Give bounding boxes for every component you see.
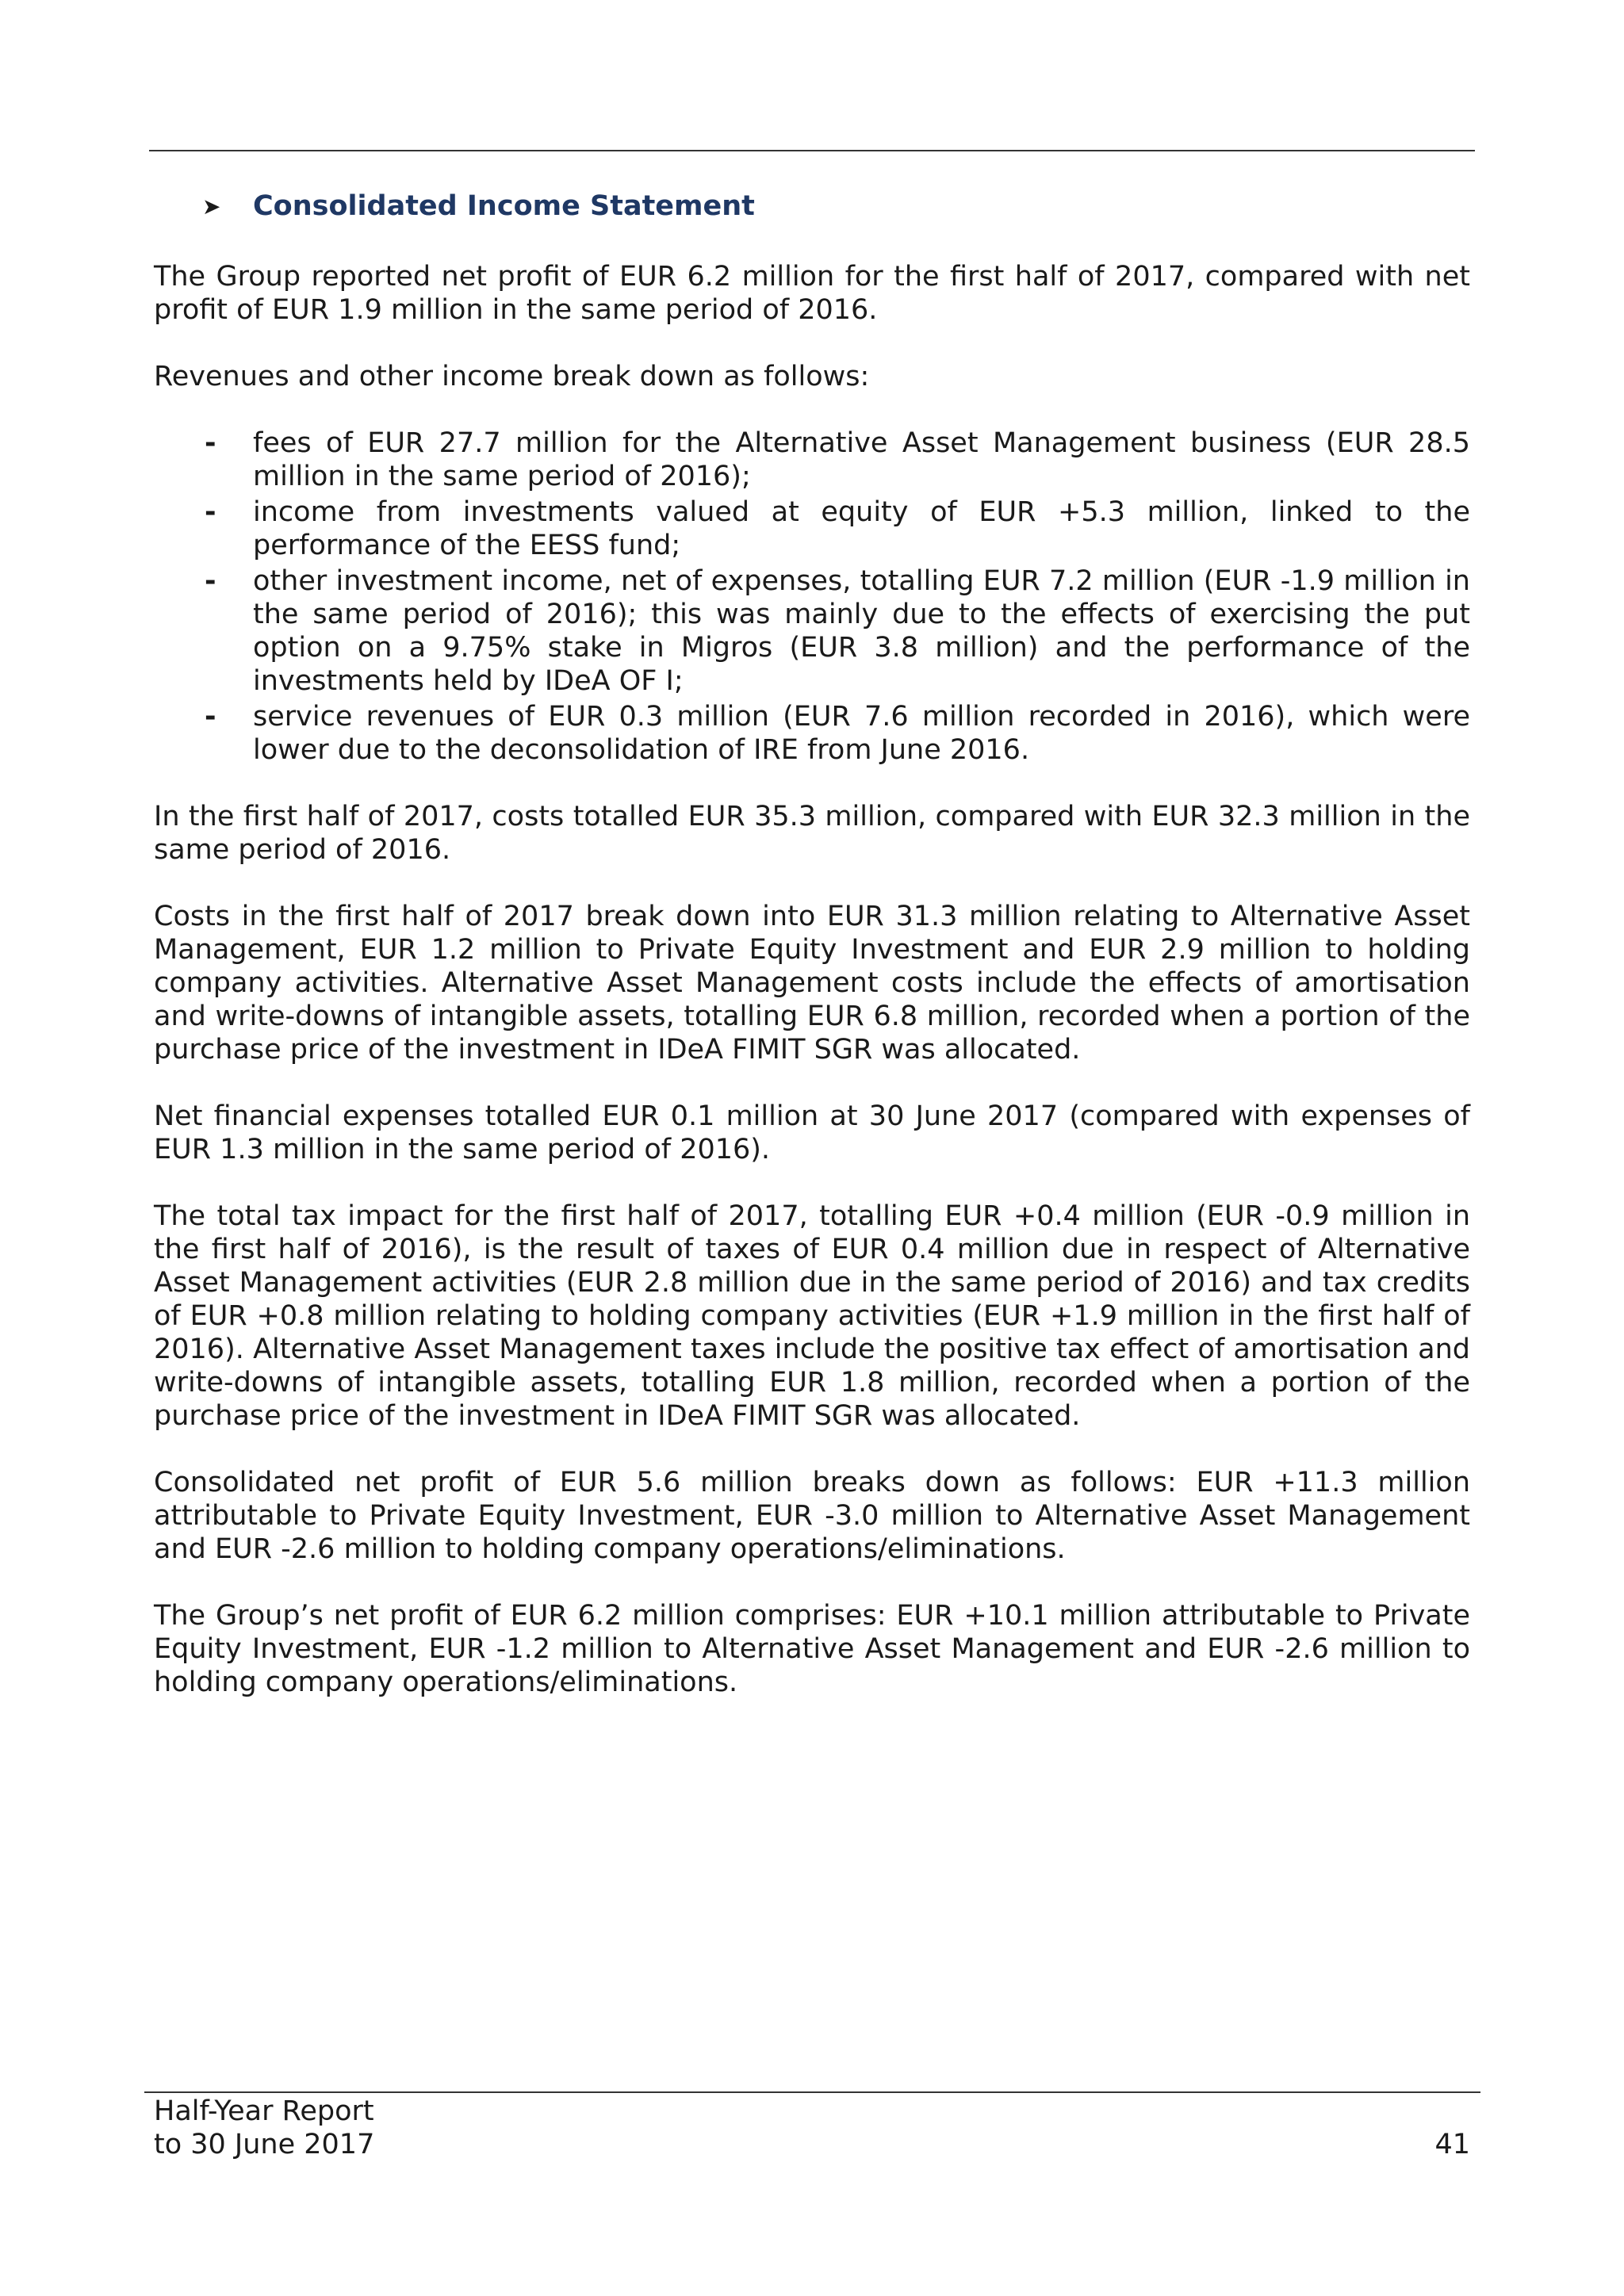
footer-divider	[144, 2091, 1480, 2093]
list-item-text: fees of EUR 27.7 million for the Alternative Asset Management business (EUR 28.5 million in the same period of 2016);	[253, 427, 1470, 492]
list-marker: -	[205, 565, 216, 597]
paragraph-financial-expenses: Net financial expenses totalled EUR 0.1 million at 30 June 2017 (compared with expenses of EUR 1.3 million in the same period of 2016).	[154, 1100, 1470, 1165]
section-title: Consolidated Income Statement	[253, 190, 755, 222]
revenue-list	[154, 427, 1470, 767]
header-divider	[149, 150, 1475, 151]
section-heading	[202, 190, 1471, 222]
footer-report-line1: Half-Year Report	[154, 2095, 374, 2127]
list-item	[154, 700, 1470, 767]
paragraph-net-profit: The Group reported net profit of EUR 6.2 million for the first half of 2017, compared with net profit of EUR 1.9 million in the same period of 2016.	[154, 261, 1470, 326]
list-item-text: income from investments valued at equity of EUR +5.3 million, linked to the performance of the EESS fund;	[253, 496, 1470, 561]
paragraph-group-profit: The Group’s net profit of EUR 6.2 million comprises: EUR +10.1 million attributable to Private Equity Investment, EUR -1.2 million to Alternative Asset Management and EUR -2.6 million to holding company operations/eliminations.	[154, 1600, 1470, 1698]
footer-report-title	[154, 2095, 374, 2161]
footer-report-line2: to 30 June 2017	[154, 2129, 375, 2160]
list-marker: -	[205, 496, 216, 528]
paragraph-tax-impact: The total tax impact for the first half of 2017, totalling EUR +0.4 million (EUR -0.9 million in the first half of 2016), is the result of taxes of EUR 0.4 million due in respect of Alternative Asset Management activities (EUR 2.8 million due in the same period of 2016) and tax credits of EUR +0.8 million relating to holding company activities (EUR +1.9 million in the first half of 2016). Alternative Asset Management taxes include the positive tax effect of amortisation and write-downs of intangible assets, totalling EUR 1.8 million, recorded when a portion of the purchase price of the investment in IDeA FIMIT SGR was allocated.	[154, 1200, 1470, 1432]
list-marker: -	[205, 701, 216, 733]
page-number: 41	[1434, 2129, 1470, 2160]
paragraph-costs-breakdown: Costs in the first half of 2017 break down into EUR 31.3 million relating to Alternative Asset Management, EUR 1.2 million to Private Equity Investment and EUR 2.9 million to holding company activities. Alternative Asset Management costs include the effects of amortisation and write-downs of intangible assets, totalling EUR 6.8 million, recorded when a portion of the purchase price of the investment in IDeA FIMIT SGR was allocated.	[154, 901, 1470, 1066]
list-item-text: service revenues of EUR 0.3 million (EUR 7.6 million recorded in 2016), which were lower due to the deconsolidation of IRE from June 2016.	[253, 701, 1470, 766]
arrow-right-icon: ➤	[202, 193, 221, 220]
list-marker: -	[205, 427, 216, 459]
paragraph-revenues-intro: Revenues and other income break down as follows:	[154, 361, 870, 392]
body-text	[154, 260, 1470, 1732]
list-item	[154, 564, 1470, 698]
list-item	[154, 427, 1470, 493]
list-item-text: other investment income, net of expenses, totalling EUR 7.2 million (EUR -1.9 million in the same period of 2016); this was mainly due to the effects of exercising the put option on a 9.75% stake in Migros (EUR 3.8 million) and the performance of the investments held by IDeA OF I;	[253, 565, 1470, 697]
paragraph-costs-total: In the first half of 2017, costs totalled EUR 35.3 million, compared with EUR 32.3 million in the same period of 2016.	[154, 801, 1470, 866]
paragraph-consolidated-profit: Consolidated net profit of EUR 5.6 million breaks down as follows: EUR +11.3 million attributable to Private Equity Investment, EUR -3.0 million to Alternative Asset Management and EUR -2.6 million to holding company operations/eliminations.	[154, 1467, 1470, 1565]
list-item	[154, 496, 1470, 562]
